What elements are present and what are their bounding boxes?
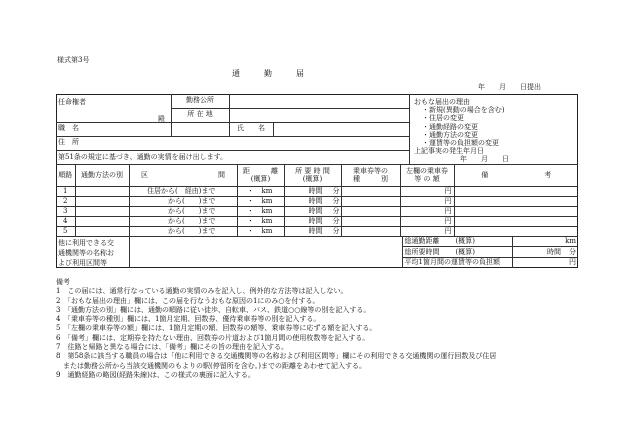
fare-field[interactable]: 円: [400, 197, 454, 207]
reason-item[interactable]: ・運賃等の負担額の変更: [422, 139, 499, 148]
reason-item[interactable]: ・新規(異動の場合を含む): [422, 106, 505, 115]
other-transport-field[interactable]: [129, 237, 402, 269]
section-from: から( ): [168, 196, 202, 205]
distance-dot: ・: [247, 186, 254, 195]
total-distance-field[interactable]: km: [512, 237, 578, 247]
position-field[interactable]: [171, 122, 229, 136]
fare-field[interactable]: 円: [400, 217, 454, 227]
distance-field[interactable]: [237, 207, 284, 217]
workplace-address-field[interactable]: [229, 108, 409, 122]
section-to: まで: [201, 196, 216, 205]
fare-header-label2: 等 の 額: [414, 174, 440, 183]
section-field[interactable]: [129, 197, 237, 207]
note-line: または勤務公所から当該交通機関のもよりの駅(停留所を含む。)までの距離をあわせて記入する。: [56, 361, 366, 370]
time-field[interactable]: [284, 207, 341, 217]
total-time-hour: 時間: [547, 247, 561, 256]
time-field[interactable]: [284, 197, 341, 207]
fare-header-label: 左欄の乗車券: [406, 167, 448, 176]
workplace-address-label: 所 在 地: [171, 108, 229, 122]
seal-label: 殿: [158, 115, 165, 123]
submission-date: 年 月 日提出: [478, 83, 541, 91]
distance-dot: ・: [247, 226, 254, 235]
time-header-unit: (概算): [302, 174, 323, 183]
time-min: 分: [332, 216, 340, 225]
fare-header: [400, 165, 454, 187]
time-min: 分: [332, 206, 340, 215]
total-distance-unit-label: (概算): [455, 237, 475, 246]
section-field[interactable]: [129, 187, 237, 197]
reasons-divider: [409, 94, 410, 164]
section-to: まで: [201, 216, 216, 225]
ticket-type-field[interactable]: [341, 217, 400, 227]
distance-dot: ・: [247, 216, 254, 225]
time-hour: 時間: [308, 216, 323, 225]
section-from: から( ): [168, 206, 202, 215]
reasons-box: [414, 98, 509, 164]
distance-field[interactable]: [237, 197, 284, 207]
appointer-label: 任命権者: [58, 98, 86, 106]
distance-unit: km: [261, 216, 273, 225]
remarks-field[interactable]: [454, 217, 578, 227]
row-number: 3: [56, 207, 75, 217]
distance-dot: ・: [247, 196, 254, 205]
row-number: 1: [56, 187, 75, 197]
distance-unit: km: [261, 186, 273, 195]
section-field[interactable]: [129, 217, 237, 227]
section-to: まで: [201, 206, 216, 215]
time-field[interactable]: [284, 217, 341, 227]
note-line: 3 「通勤方法の別」欄には、通勤の順路に従い徒歩、自転車、バス、鉄道○○線等の別を記入する。: [56, 305, 371, 314]
remarks-field[interactable]: [454, 187, 578, 197]
note-line: 8 第58条に該当する職員の場合は「他に利用できる交通機関等の名称および利用区間等」欄にその利用できる交通機関の運行回数及び住居: [56, 352, 497, 361]
total-time-min: 分: [569, 247, 576, 256]
note-line: 2 「おもな届出の理由」欄には、この届を行なうおもな原因の1にのみ○を付する。: [56, 296, 320, 305]
average-fare-field[interactable]: 円: [512, 257, 578, 268]
table-row: [56, 227, 578, 237]
section-from: から( ): [168, 216, 202, 225]
table-row: [56, 207, 578, 217]
total-time-text: 総所要時間: [404, 247, 440, 256]
note-line: 9 通勤経路の略図(経路朱線)は、この様式の裏面に記入する。: [56, 370, 255, 379]
method-field[interactable]: [75, 217, 129, 227]
distance-field[interactable]: [237, 217, 284, 227]
remarks-field[interactable]: [454, 207, 578, 217]
section-field[interactable]: [129, 207, 237, 217]
remarks-field[interactable]: [454, 227, 578, 237]
address-label: 住 所: [58, 138, 79, 147]
other-transport-label: [56, 237, 129, 269]
statement: 第51条の規定に基づき、通勤の実情を届け出します。: [56, 150, 409, 164]
ticket-type-field[interactable]: [341, 197, 400, 207]
section-header: 区 間: [129, 165, 237, 187]
time-hour: 時間: [308, 196, 323, 205]
total-time-unit-label: (概算): [455, 247, 475, 256]
remarks-field[interactable]: [454, 197, 578, 207]
notes-section: [56, 278, 496, 380]
note-line: 6 「備考」欄には、定期券を持たない理由、回数券の片道および1箇月間の使用枚数等を記入する。: [56, 333, 370, 342]
row-number: 4: [56, 217, 75, 227]
total-time-field[interactable]: [512, 247, 578, 257]
method-field[interactable]: [75, 207, 129, 217]
name-label: 氏 名: [229, 122, 273, 136]
time-min: 分: [332, 196, 340, 205]
note-line: 7 往路と帰路と異なる場合には、「備考」欄にその旨の理由を記入する。: [56, 343, 288, 352]
distance-header-label: 距 離: [243, 167, 278, 176]
distance-unit: km: [261, 196, 273, 205]
fact-date-label: 上記事実の発生年月日: [414, 147, 484, 156]
section-to: まで: [201, 186, 216, 195]
section-from: から( ): [168, 226, 202, 235]
ticket-type-field[interactable]: [341, 207, 400, 217]
time-field[interactable]: [284, 227, 341, 237]
fare-field[interactable]: 円: [400, 207, 454, 217]
position-label: 職 名: [56, 122, 171, 136]
distance-unit: km: [261, 226, 273, 235]
ticket-type-field[interactable]: [341, 227, 400, 237]
ticket-header-label: 乗車券等の: [353, 167, 388, 176]
other-line-1: 他に利用できる交: [58, 238, 114, 247]
table-row: [56, 197, 578, 207]
distance-field[interactable]: [237, 227, 284, 237]
totals-table: [56, 236, 578, 268]
distance-unit: km: [261, 206, 273, 215]
ticket-header: [341, 165, 400, 187]
ticket-type-field[interactable]: [341, 187, 400, 197]
time-field[interactable]: [284, 187, 341, 197]
distance-header: [237, 165, 284, 187]
order-header: 順路: [56, 165, 75, 187]
fare-field[interactable]: 円: [400, 227, 454, 237]
time-hour: 時間: [308, 186, 323, 195]
reason-item[interactable]: ・通勤方法の変更: [422, 130, 478, 139]
address-field[interactable]: [56, 136, 409, 150]
method-header: 通勤方法の別: [75, 165, 129, 187]
section-from: 住居から( 経由): [147, 186, 202, 195]
method-field[interactable]: [75, 197, 129, 207]
section-field[interactable]: [129, 227, 237, 237]
time-header: [284, 165, 341, 187]
note-line: 5 「左欄の乗車券等の額」欄には、1箇月定期の額、回数券の額等、乗車券等に応ずる額を記入する。: [56, 324, 377, 333]
header-table: [56, 94, 409, 164]
time-hour: 時間: [308, 226, 323, 235]
fare-field[interactable]: 円: [400, 187, 454, 197]
appointer-cell: [56, 94, 171, 122]
reasons-title: おもな届出の理由: [414, 98, 470, 106]
ticket-header-type: 種 別: [353, 174, 388, 183]
total-distance-text: 総通勤距離: [404, 237, 440, 246]
row-number: 5: [56, 227, 75, 237]
name-field[interactable]: [273, 122, 409, 136]
distance-field[interactable]: [237, 187, 284, 197]
total-time-label: [402, 247, 512, 257]
method-field[interactable]: [75, 187, 129, 197]
time-hour: 時間: [308, 206, 323, 215]
average-fare-label: 平均1箇月間の運賃等の負担額: [402, 257, 512, 268]
note-line: 1 この届には、通常行なっている通勤の実情のみを記入し、例外的な方法等は記入しない。: [56, 287, 348, 296]
workplace-field[interactable]: [229, 94, 409, 108]
row-number: 2: [56, 197, 75, 207]
form-id: 様式第3号: [57, 56, 90, 64]
total-distance-label: [402, 237, 512, 247]
distance-header-unit: (概算): [250, 174, 271, 183]
table-row: [56, 217, 578, 227]
reason-item[interactable]: ・住居の変更: [422, 114, 464, 123]
other-line-3: よび利用区間等: [58, 258, 107, 267]
fact-date-field[interactable]: 年 月 日: [460, 155, 509, 164]
table-row: [56, 187, 578, 197]
page-title: 通 勤 届: [232, 69, 304, 78]
method-field[interactable]: [75, 227, 129, 237]
time-min: 分: [332, 186, 340, 195]
time-min: 分: [332, 226, 340, 235]
distance-dot: ・: [247, 206, 254, 215]
remarks-header: 備 考: [454, 165, 578, 187]
time-header-label: 所 要 時 間: [295, 167, 330, 176]
other-line-2: 通機関等の名称お: [58, 248, 114, 257]
route-table: [56, 164, 578, 237]
note-line: 4 「乗車券等の種別」欄には、1箇月定期、回数券、優待乗車券等の別を記入する。: [56, 315, 321, 324]
section-to: まで: [201, 226, 216, 235]
reason-item[interactable]: ・通勤経路の変更: [422, 122, 478, 131]
workplace-label: 勤務公所: [171, 94, 229, 108]
notes-title: 備考: [56, 278, 70, 286]
